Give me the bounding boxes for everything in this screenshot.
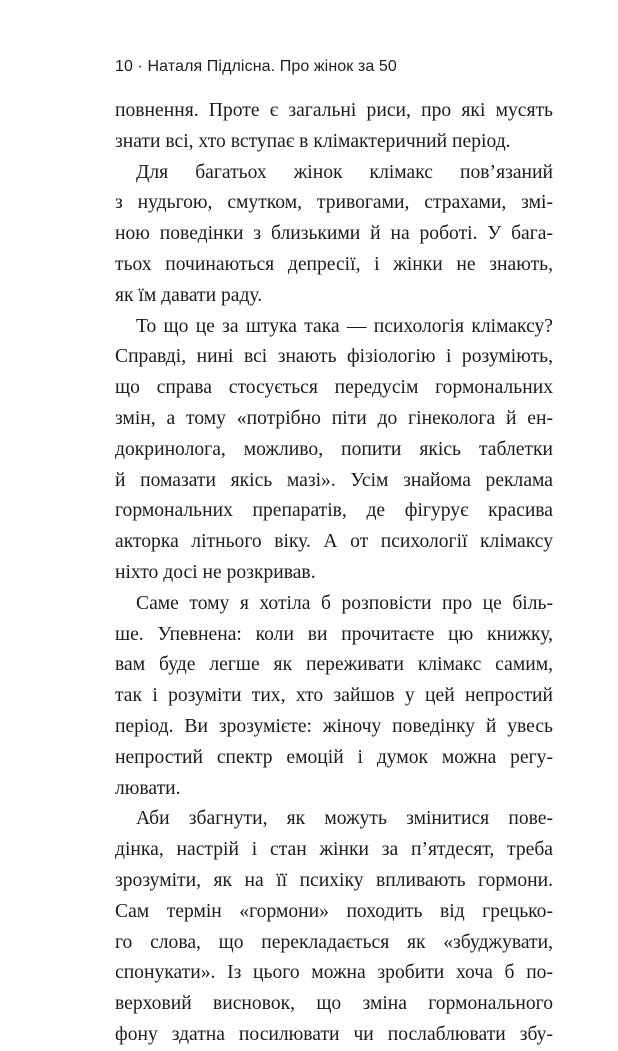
text-line: верховий висновок, що зміна гормонального xyxy=(115,993,553,1015)
text-line: з нудьгою, смутком, тривогами, страхами, змі- xyxy=(115,192,553,214)
text-line: лювати. xyxy=(115,777,181,799)
text-line: го слова, що перекладається як «збуджувати, xyxy=(115,931,553,953)
text-line: як їм давати раду. xyxy=(115,284,263,306)
text-line: дінка, настрій і стан жінки за п’ятдесят, треба xyxy=(115,839,553,861)
text-line: непростий спектр емоцій і думок можна регу- xyxy=(115,746,553,768)
text-line: так і розуміти тих, хто зайшов у цей непростий xyxy=(115,685,553,707)
text-line: спонукати». Із цього можна зробити хоча б по- xyxy=(115,962,553,984)
text-line: То що це за штука така — психологія клімаксу? xyxy=(136,315,553,337)
text-line: період. Ви зрозумієте: жіночу поведінку й увесь xyxy=(115,715,553,737)
text-line: й помазати якісь мазі». Усім знайома реклама xyxy=(115,469,553,491)
text-line: ше. Упевнена: коли ви прочитаєте цю книжку, xyxy=(115,623,553,645)
body-text xyxy=(115,96,553,1051)
text-line: Для багатьох жінок клімакс пов’язаний xyxy=(136,161,553,183)
text-line: Аби збагнути, як можуть змінитися пове- xyxy=(136,808,553,830)
text-line: змін, а тому «потрібно піти до гінеколога й ен- xyxy=(115,407,553,429)
text-line: вам буде легше як переживати клімакс самим, xyxy=(115,654,553,676)
text-line: тьох починаються депресії, і жінки не знають, xyxy=(115,253,553,275)
text-line: ніхто досі не розкривав. xyxy=(115,561,316,583)
text-line: акторка літнього віку. А от психології клімаксу xyxy=(115,531,553,553)
text-line: що справа стосується передусім гормональних xyxy=(115,377,553,399)
text-line: Сам термін «гормони» походить від грецько- xyxy=(115,900,553,922)
text-line: фону здатна посилювати чи послаблювати збу- xyxy=(115,1023,553,1045)
text-line: знати всі, хто вступає в клімактеричний період. xyxy=(115,130,511,152)
text-line: докринолога, можливо, попити якісь таблетки xyxy=(115,438,553,460)
text-line: гормональних препаратів, де фігурує красива xyxy=(115,500,553,522)
text-line: зрозуміти, як на її психіку впливають гормони. xyxy=(115,869,553,891)
running-head: 10 · Наталя Підлісна. Про жінок за 50 xyxy=(115,58,397,75)
text-line: Справді, нині всі знають фізіологію і розуміють, xyxy=(115,346,553,368)
text-line: ною поведінки з близькими й на роботі. У бага- xyxy=(115,223,553,245)
text-line: повнення. Проте є загальні риси, про які мусять xyxy=(115,100,553,121)
text-line: Саме тому я хотіла б розповісти про це біль- xyxy=(136,592,553,614)
